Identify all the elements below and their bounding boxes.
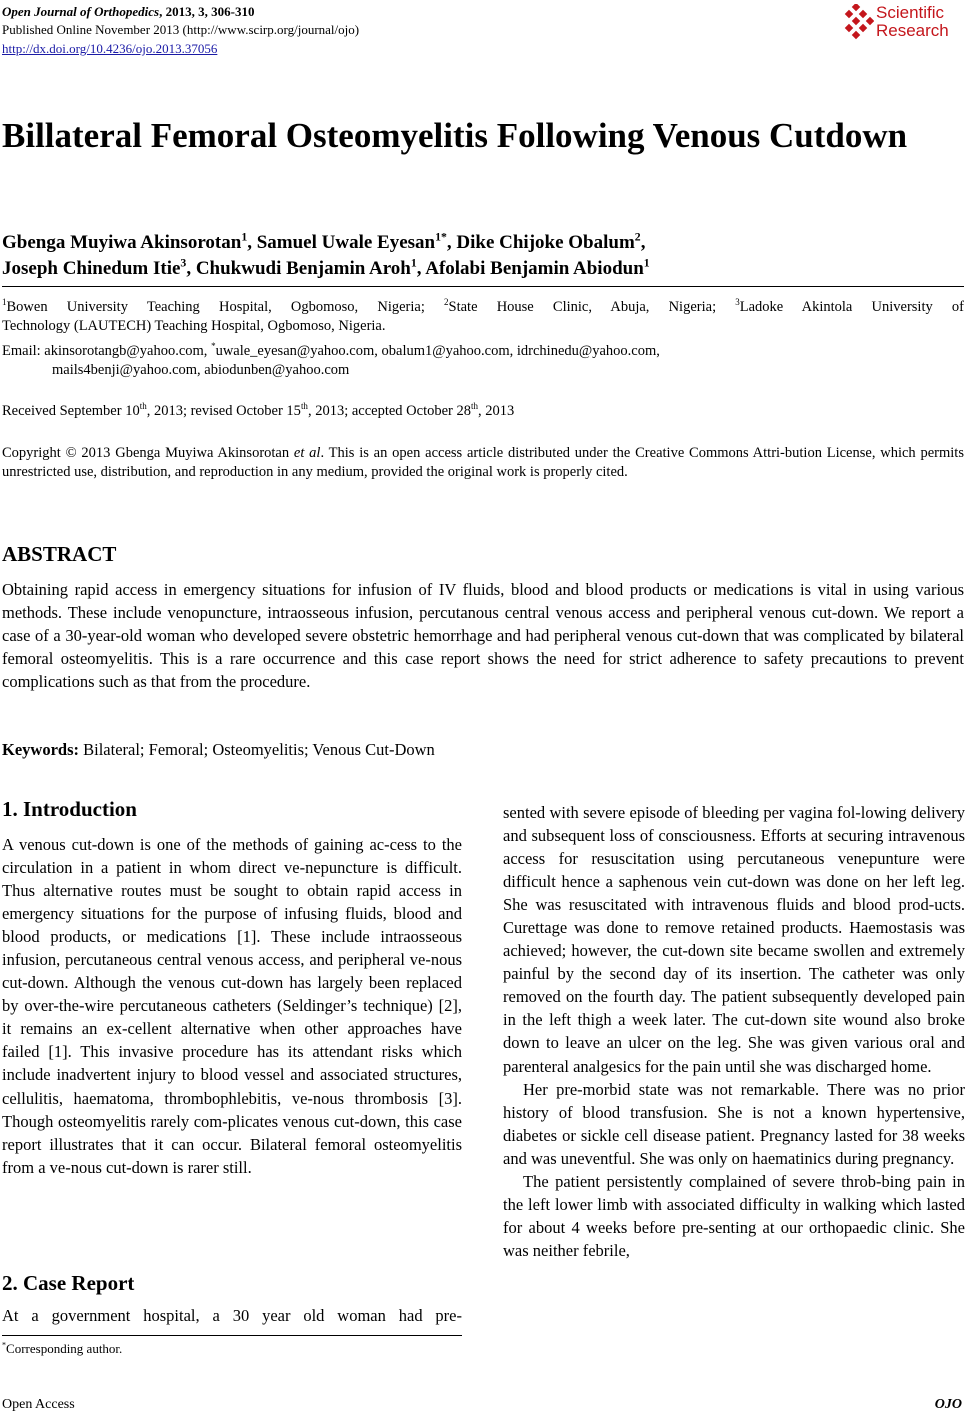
received-dates bbox=[2, 402, 964, 421]
case-text bbox=[2, 1304, 462, 1327]
author-affil: 2 bbox=[634, 230, 641, 244]
article-title: Billateral Femoral Osteomyelitis Following Venous Cutdown bbox=[2, 116, 908, 155]
author-sep: , bbox=[640, 232, 646, 253]
copyright-notice bbox=[2, 444, 964, 482]
author-line-2 bbox=[2, 256, 962, 282]
case-heading: 2. Case Report bbox=[2, 1271, 135, 1295]
journal-name: Open Journal of Orthopedics bbox=[2, 4, 160, 19]
logo-text bbox=[876, 4, 949, 40]
affil-marker: 1 bbox=[2, 298, 7, 308]
author-affil: 1* bbox=[435, 230, 447, 244]
affil-text: State House Clinic, Abuja, Nigeria; bbox=[448, 299, 736, 315]
right-column bbox=[503, 801, 965, 1262]
author-name: Gbenga Muyiwa Akinsorotan bbox=[2, 232, 242, 253]
received-text: , 2013; revised October 15 bbox=[146, 403, 301, 419]
footer-journal-abbrev: OJO bbox=[934, 1397, 962, 1412]
logo-line-1: Scientific bbox=[876, 3, 945, 22]
author-name: , Afolabi Benjamin Abiodun bbox=[416, 258, 644, 279]
author-affil: 1 bbox=[241, 230, 248, 244]
email-line-1 bbox=[2, 342, 964, 361]
author-name: Joseph Chinedum Itie bbox=[2, 258, 181, 279]
footer-open-access: Open Access bbox=[2, 1397, 75, 1412]
abstract-heading: ABSTRACT bbox=[2, 542, 117, 566]
intro-heading: 1. Introduction bbox=[2, 797, 137, 821]
case-paragraph-1: sented with severe episode of bleeding per vagina fol-lowing delivery and subsequent loss of consciousness. Efforts at securing intravenous access for resuscitation using percutaneous venepunture were difficult hence a saphenous vein cut-down was done on her left leg. She was resuscitated with intravenous fluids and blood prod-ucts. Curettage was done to remove retained products. Haemostasis was achieved; however, the cut-down site became swollen and extremely painful by the second day of its insertion. The catheter was only removed on the fourth day. The patient subsequently developed pain in the left thigh a week later. The cut-down site wound also broke down to leave an ulcer on the leg. She was given various oral and parenteral analgesics for the pain until she was discharged home. bbox=[503, 803, 965, 1076]
affil-marker: 3 bbox=[735, 298, 740, 308]
received-text: , 2013; accepted October 28 bbox=[307, 403, 471, 419]
author-affil: 1 bbox=[643, 256, 650, 270]
intro-paragraph: A venous cut-down is one of the methods of gaining ac-cess to the circulation in a patient in whom direct ve-nepuncture is difficult. Thus alternative routes must be sought to obtain rapid access in emergency situations for the purpose of infusing fluids, blood and blood products, or medications [1]. These include intraosseous infusion, percutaneous central venous access, and peripheral ve-nous cut-down. Although the venous cut-down has largely been replaced by over-the-wire percutaneous catheters (Seldinger’s technique) [2], it remains an ex-cellent alternative when other approaches have failed [1]. This invasive procedure has its attendant risks which include inadvertent injury to blood vessel and associated structures, cellulitis, haematoma, thrombophlebitis, ve-nous thrombosis [3]. Though osteomyelitis rarely com-plicates venous cut-down, this case report illustrates that it can occur. Bilateral femoral osteomyelitis from a ve-nous cut-down is rarer still. bbox=[2, 835, 462, 1177]
received-text: Received September 10 bbox=[2, 403, 140, 419]
ordinal: th bbox=[471, 401, 478, 412]
logo-line-2: Research bbox=[876, 21, 949, 40]
received-text: , 2013 bbox=[478, 403, 515, 419]
author-affil: 3 bbox=[180, 256, 187, 270]
affiliation-line-2: Technology (LAUTECH) Teaching Hospital, Ogbomoso, Nigeria. bbox=[2, 318, 386, 334]
footnote-marker: * bbox=[2, 1340, 7, 1350]
author-list bbox=[2, 230, 962, 282]
author-name: , Samuel Uwale Eyesan bbox=[247, 232, 436, 253]
published-line: Published Online November 2013 (http://www.scirp.org/journal/ojo) bbox=[2, 22, 360, 37]
corresponding-marker: * bbox=[211, 341, 216, 352]
author-name: , Dike Chijoke Obalum bbox=[446, 232, 635, 253]
affil-marker: 2 bbox=[444, 298, 449, 308]
keywords-label: Keywords: bbox=[2, 740, 79, 759]
keywords bbox=[2, 740, 435, 760]
affil-text: Ladoke Akintola University of bbox=[739, 299, 964, 315]
author-affil: 1 bbox=[410, 256, 417, 270]
footnote bbox=[2, 1339, 462, 1358]
journal-volume: , 2013, 3, 306-310 bbox=[159, 4, 255, 19]
ordinal: th bbox=[139, 401, 147, 412]
email-line-2: mails4benji@yahoo.com, abiodunben@yahoo.com bbox=[52, 362, 350, 378]
author-name: , Chukwudi Benjamin Aroh bbox=[186, 258, 411, 279]
case-paragraph-3: The patient persistently complained of severe throb-bing pain in the left lower limb with associated difficulty in walking which lasted for about 4 weeks before pre-senting at our orthopaedic clinic. She was neither febrile, bbox=[503, 1171, 965, 1260]
copyright-text: Copyright © 2013 Gbenga Muyiwa Akinsorotan bbox=[2, 445, 294, 461]
abstract-text: Obtaining rapid access in emergency situations for infusion of IV fluids, blood and blood products or medications is vital in using various methods. These include venopuncture, intraosseous infusion, percutanous central venous access and peripheral venous cut-down. We report a case of a 30-year-old woman who developed severe obstetric hemorrhage and had peripheral venous cut-down that was complicated by bilateral femoral osteomyelitis. This is a rare occurrence and this case report shows the need for strict adherence to safety precautions to prevent complications such as that from the procedure. bbox=[2, 580, 964, 691]
email-block bbox=[2, 342, 964, 380]
footnote-rule bbox=[2, 1335, 462, 1336]
header-rule bbox=[2, 286, 964, 287]
affiliation-line-1 bbox=[2, 298, 964, 317]
author-line-1 bbox=[2, 230, 962, 256]
copyright-etal: et al bbox=[293, 445, 321, 461]
scientific-research-logo-icon bbox=[842, 4, 874, 42]
publisher-logo bbox=[842, 4, 960, 44]
keywords-text: Bilateral; Femoral; Osteomyelitis; Venous Cut-Down bbox=[79, 740, 435, 759]
doi-link[interactable]: http://dx.doi.org/10.4236/ojo.2013.37056 bbox=[2, 41, 218, 56]
email-text: uwale_eyesan@yahoo.com, obalum1@yahoo.com, idrchinedu@yahoo.com, bbox=[215, 343, 660, 359]
case-paragraph: At a government hospital, a 30 year old woman had pre- bbox=[2, 1306, 462, 1325]
ordinal: th bbox=[300, 401, 308, 412]
copyright-text: . This is an open access article distributed under the Creative Commons Attri-bution License, which permits unrestricted use, distribution, and reproduction in any medium, provided the original work is properly cited. bbox=[2, 445, 964, 480]
email-text: Email: akinsorotangb@yahoo.com, bbox=[2, 343, 212, 359]
affil-text: Bowen University Teaching Hospital, Ogbomoso, Nigeria; bbox=[6, 299, 445, 315]
footnote-text: Corresponding author. bbox=[6, 1341, 123, 1356]
intro-text bbox=[2, 833, 462, 1179]
affiliations bbox=[2, 298, 964, 336]
journal-citation bbox=[2, 3, 254, 20]
case-paragraph-2: Her pre-morbid state was not remarkable. There was no prior history of blood transfusion. She is not a known hypertensive, diabetes or sickle cell disease patient. Pregnancy lasted for 38 weeks and was uneventful. She was only on haematinics during pregnancy. bbox=[503, 1079, 965, 1168]
